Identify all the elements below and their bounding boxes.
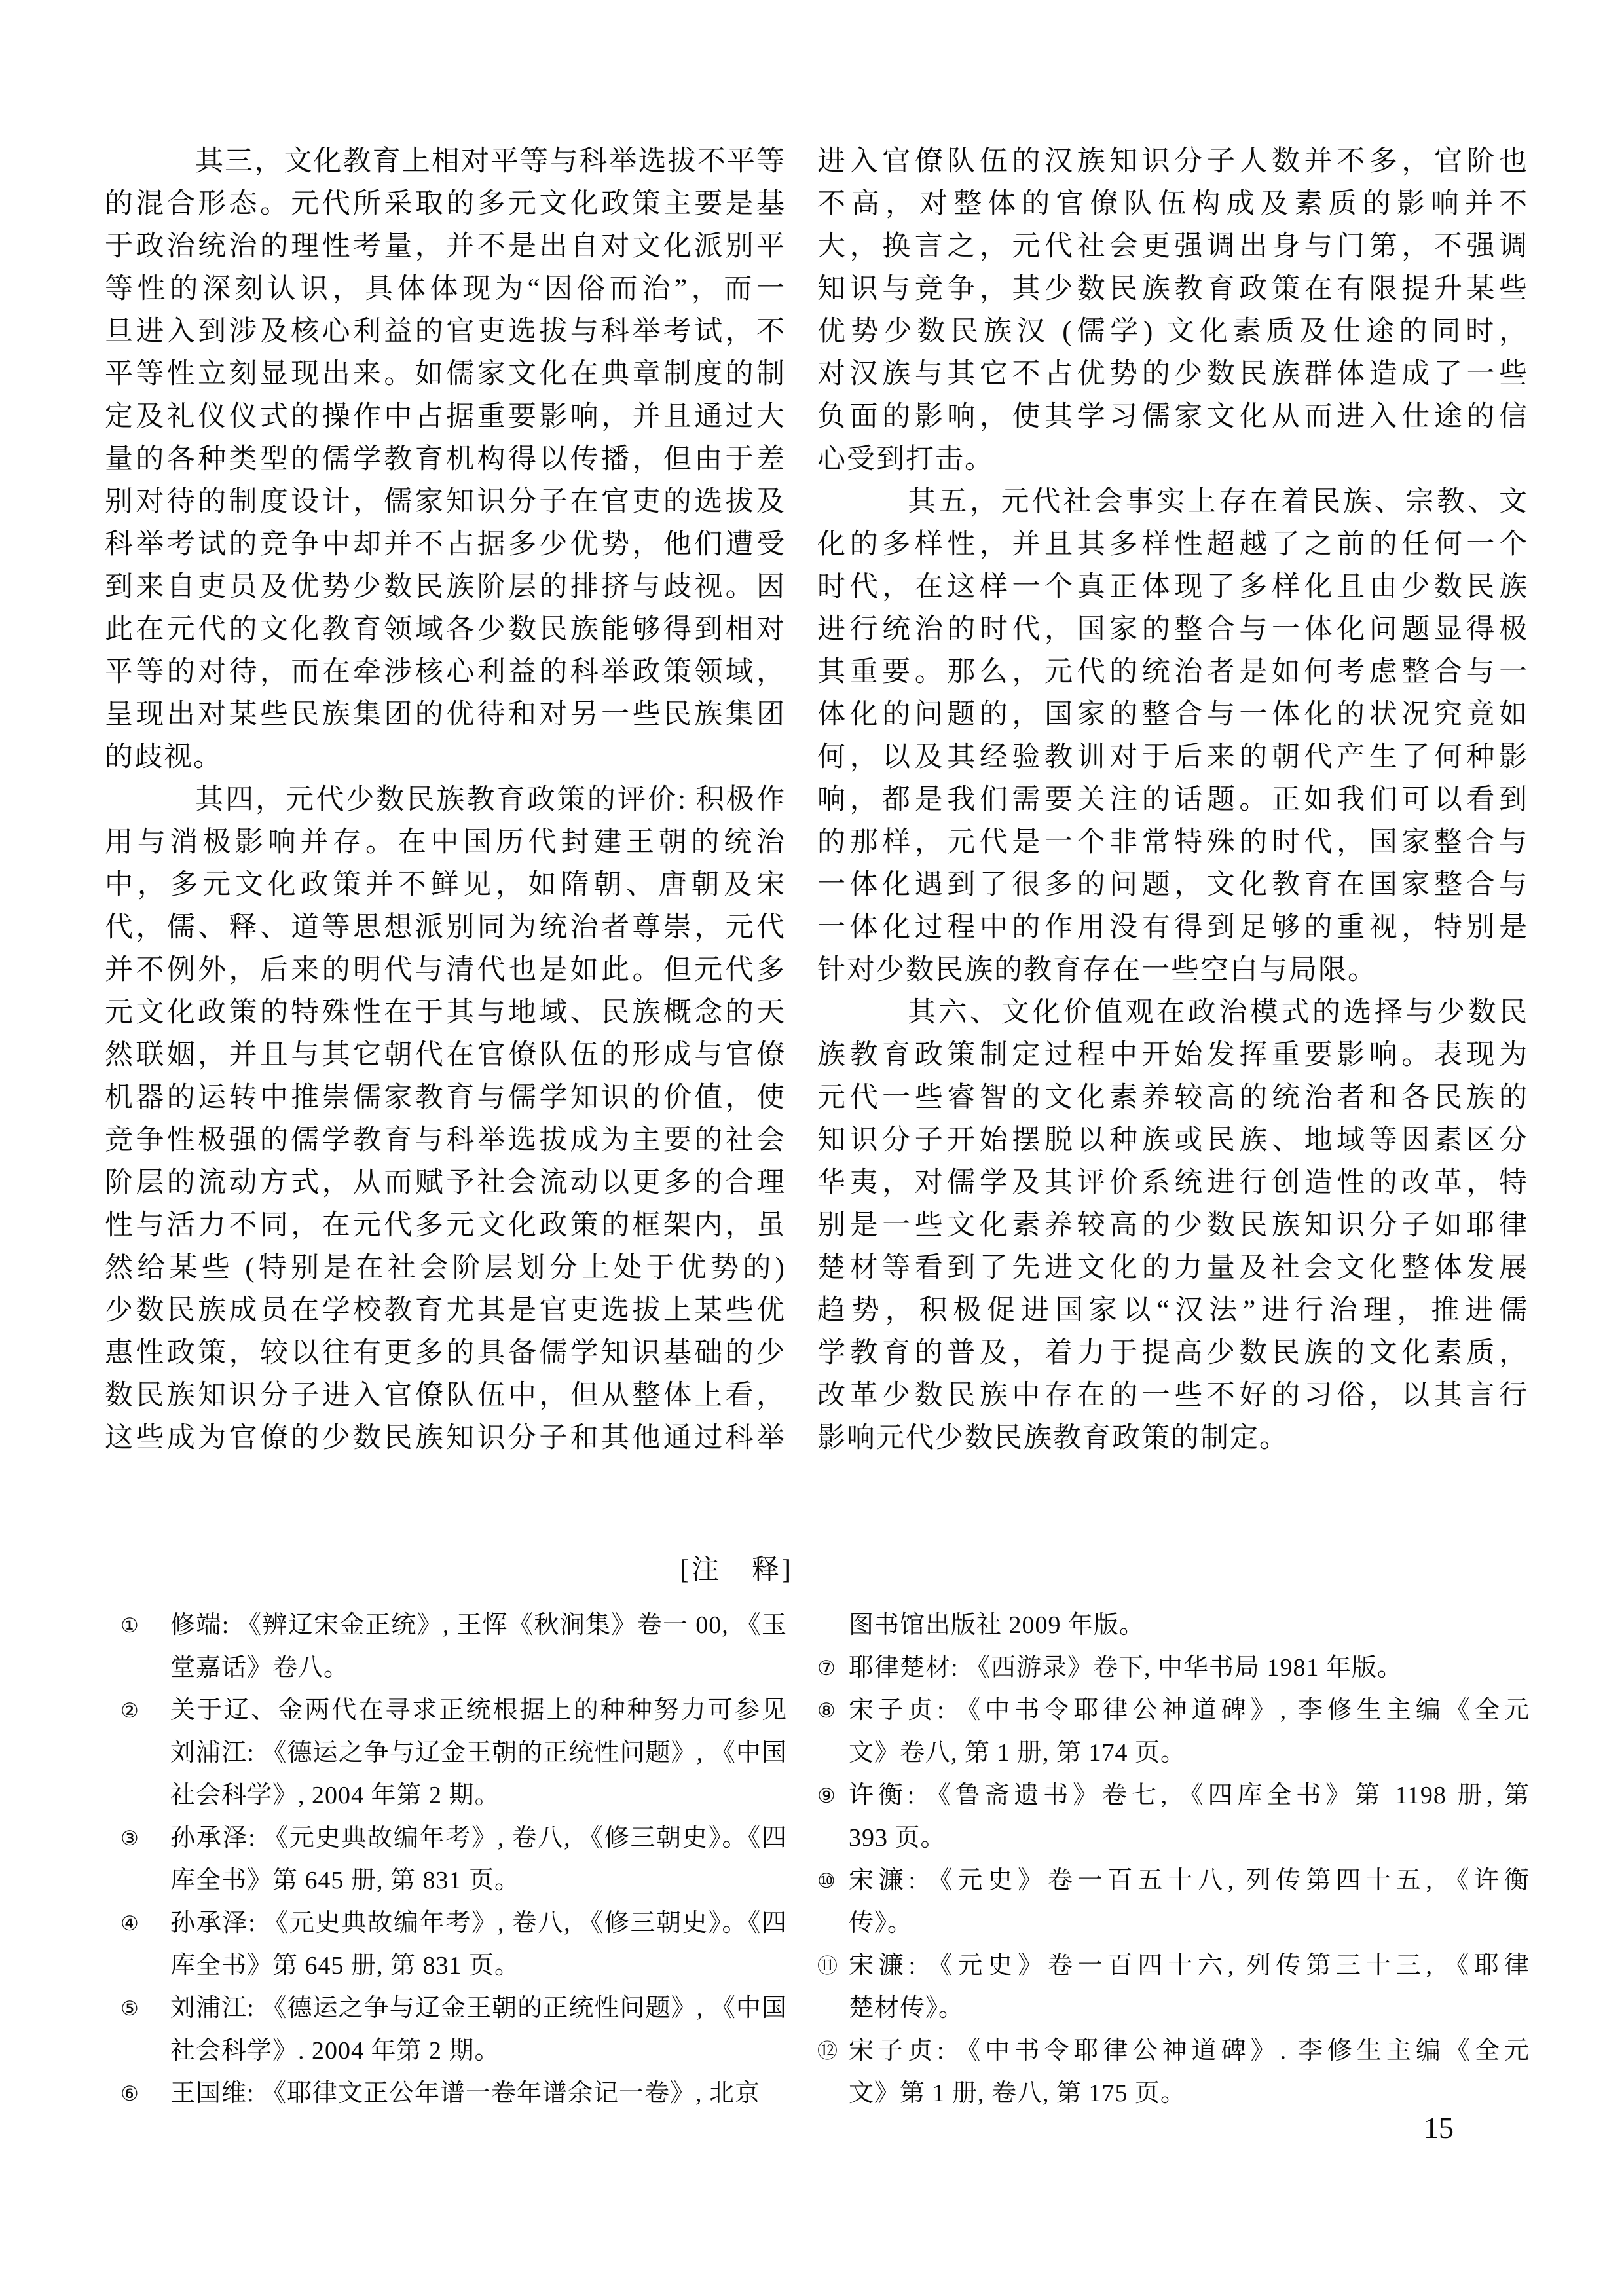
notes-section-header: [注 释] [680, 1555, 794, 1585]
body-text-line: 科举考试的竞争中却并不占据多少优势，他们遭受 [105, 529, 786, 560]
body-text-line: 响，都是我们需要关注的话题。正如我们可以看到 [817, 784, 1528, 815]
footnote-row [105, 1945, 787, 1987]
body-text-line: 优势少数民族汉 (儒学) 文化素质及仕途的同时， [817, 316, 1528, 347]
footnote-row [817, 1774, 1530, 1817]
footnote-line: 文》第 1 册, 卷八, 第 175 页。 [849, 2080, 1187, 2107]
footnote-line: 许衡: 《鲁斋遗书》卷七, 《四库全书》第 1198 册, 第 [849, 1782, 1530, 1809]
footnote-line: 宋濂: 《元史》卷一百四十六, 列传第三十三, 《耶律 [849, 1952, 1530, 1979]
footnote-row [105, 1902, 787, 1945]
footnote-row [817, 1987, 1530, 2030]
footnote-row [817, 1647, 1530, 1689]
body-text-line: 呈现出对某些民族集团的优待和对另一些民族集团 [105, 699, 786, 730]
footnote-row [817, 1945, 1530, 1987]
footnote-row [105, 1774, 787, 1817]
footnote-line: 393 页。 [849, 1824, 946, 1852]
body-text-line: 影响元代少数民族教育政策的制定。 [817, 1423, 1289, 1454]
body-text-line: 知识分子开始摆脱以种族或民族、地域等因素区分 [817, 1125, 1528, 1156]
body-column-left [105, 140, 786, 1460]
body-text-line: 不高，对整体的官僚队伍构成及素质的影响并不 [817, 189, 1528, 219]
footnote-row [105, 2030, 787, 2072]
footnote-row [105, 1689, 787, 1732]
body-text-line: 其六、文化价值观在政治模式的选择与少数民 [908, 997, 1528, 1028]
body-text-line: 时代，在这样一个真正体现了多样化且由少数民族 [817, 572, 1528, 602]
body-text-line: 这些成为官僚的少数民族知识分子和其他通过科举 [105, 1423, 786, 1454]
footnote-marker: ⑫ [817, 2040, 838, 2063]
footnote-marker: ⑪ [817, 1955, 838, 1977]
footnote-row [817, 2030, 1530, 2072]
footnote-line: 宋子贞: 《中书令耶律公神道碑》, 李修生主编《全元 [849, 1697, 1530, 1724]
body-text-line: 其四，元代少数民族教育政策的评价: 积极作 [195, 784, 786, 815]
footnote-row [817, 1860, 1530, 1902]
footnote-line: 关于辽、金两代在寻求正统根据上的种种努力可参见 [170, 1697, 787, 1724]
footnote-row [105, 1860, 787, 1902]
body-text-line: 趋势，积极促进国家以“汉法”进行治理，推进儒 [817, 1295, 1528, 1326]
body-text-line: 的混合形态。元代所采取的多元文化政策主要是基 [105, 189, 786, 219]
footnote-row [817, 1732, 1530, 1774]
body-text-line: 然给某些 (特别是在社会阶层划分上处于优势的) [105, 1253, 786, 1283]
body-text-line: 用与消极影响并存。在中国历代封建王朝的统治 [105, 827, 786, 858]
body-text-line: 其重要。那么，元代的统治者是如何考虑整合与一 [817, 657, 1528, 688]
footnote-line: 刘浦江: 《德运之争与辽金王朝的正统性问题》, 《中国 [170, 1739, 787, 1767]
body-text-line: 一体化过程中的作用没有得到足够的重视，特别是 [817, 912, 1528, 943]
footnote-marker: ④ [120, 1912, 139, 1935]
body-text-line: 数民族知识分子进入官僚队伍中，但从整体上看， [105, 1380, 786, 1411]
footnote-line: 社会科学》, 2004 年第 2 期。 [170, 1782, 500, 1809]
body-text-line: 代，儒、释、道等思想派别同为统治者尊崇，元代 [105, 912, 786, 943]
body-text-line: 元文化政策的特殊性在于其与地域、民族概念的天 [105, 997, 786, 1028]
footnote-line: 宋濂: 《元史》卷一百五十八, 列传第四十五, 《许衡 [849, 1867, 1530, 1894]
body-text-line: 其三，文化教育上相对平等与科举选拔不平等 [195, 146, 786, 177]
footnote-row [817, 1902, 1530, 1945]
body-text-line: 负面的影响，使其学习儒家文化从而进入仕途的信 [817, 401, 1528, 432]
body-text-line: 竞争性极强的儒学教育与科举选拔成为主要的社会 [105, 1125, 786, 1156]
footnote-line: 孙承泽: 《元史典故编年考》, 卷八, 《修三朝史》。《四 [170, 1824, 787, 1852]
body-text-line: 少数民族成员在学校教育尤其是官吏选拔上某些优 [105, 1295, 786, 1326]
body-text-line: 针对少数民族的教育存在一些空白与局限。 [817, 955, 1377, 985]
footnote-row [105, 2072, 787, 2115]
body-text-line: 心受到打击。 [817, 444, 994, 475]
body-text-line: 族教育政策制定过程中开始发挥重要影响。表现为 [817, 1040, 1528, 1071]
body-text-line: 一体化遇到了很多的问题，文化教育在国家整合与 [817, 870, 1528, 900]
footnote-line: 文》卷八, 第 1 册, 第 174 页。 [849, 1739, 1187, 1767]
body-text-line: 定及礼仪仪式的操作中占据重要影响，并且通过大 [105, 401, 786, 432]
footnote-row [105, 1987, 787, 2030]
body-text-line: 化的多样性，并且其多样性超越了之前的任何一个 [817, 529, 1528, 560]
footnote-line: 王国维: 《耶律文正公年谱一卷年谱余记一卷》, 北京 [170, 2080, 761, 2107]
footnote-row [105, 1647, 787, 1689]
body-text-line: 其五，元代社会事实上存在着民族、宗教、文 [908, 487, 1528, 517]
footnote-row [817, 1817, 1530, 1860]
body-text-line: 进行统治的时代，国家的整合与一体化问题显得极 [817, 614, 1528, 645]
body-text-line: 学教育的普及，着力于提高少数民族的文化素质， [817, 1338, 1528, 1368]
footnote-row [105, 1817, 787, 1860]
footnote-marker: ⑧ [817, 1699, 836, 1722]
footnote-row [105, 1604, 787, 1647]
footnote-line: 刘浦江: 《德运之争与辽金王朝的正统性问题》, 《中国 [170, 1994, 787, 2022]
footnote-row [817, 1604, 1530, 1647]
body-text-line: 于政治统治的理性考量，并不是出自对文化派别平 [105, 231, 786, 262]
body-text-line: 华夷，对儒学及其评价系统进行创造性的改革，特 [817, 1167, 1528, 1198]
body-column-right [817, 140, 1528, 1460]
footnote-line: 孙承泽: 《元史典故编年考》, 卷八, 《修三朝史》。《四 [170, 1909, 787, 1937]
body-text-line: 改革少数民族中存在的一些不好的习俗，以其言行 [817, 1380, 1528, 1411]
footnote-line: 图书馆出版社 2009 年版。 [849, 1611, 1145, 1639]
footnote-line: 楚材传》。 [849, 1994, 965, 2022]
footnote-line: 堂嘉话》卷八。 [170, 1654, 350, 1681]
body-text-line: 别对待的制度设计，儒家知识分子在官吏的选拔及 [105, 487, 786, 517]
body-text-line: 阶层的流动方式，从而赋予社会流动以更多的合理 [105, 1167, 786, 1198]
notes-column-right [817, 1604, 1530, 2115]
body-text-line: 平等的对待，而在牵涉核心利益的科举政策领域， [105, 657, 786, 688]
body-text-line: 元代一些睿智的文化素养较高的统治者和各民族的 [817, 1082, 1528, 1113]
body-text-line: 大，换言之，元代社会更强调出身与门第，不强调 [817, 231, 1528, 262]
footnote-line: 修端: 《辨辽宋金正统》, 王恽《秋涧集》卷一 00, 《玉 [170, 1611, 787, 1639]
body-text-line: 此在元代的文化教育领域各少数民族能够得到相对 [105, 614, 786, 645]
body-text-line: 惠性政策，较以往有更多的具备儒学知识基础的少 [105, 1338, 786, 1368]
footnote-row [105, 1732, 787, 1774]
body-text-line: 性与活力不同，在元代多元文化政策的框架内，虽 [105, 1210, 786, 1241]
body-text-line: 中，多元文化政策并不鲜见，如隋朝、唐朝及宋 [105, 870, 786, 900]
footnote-line: 传》。 [849, 1909, 913, 1937]
body-text-line: 体化的问题的，国家的整合与一体化的状况究竟如 [817, 699, 1528, 730]
body-text-line: 的歧视。 [105, 742, 223, 773]
footnote-line: 库全书》第 645 册, 第 831 页。 [170, 1867, 521, 1894]
footnote-marker: ⑤ [120, 1997, 139, 2020]
body-text-line: 进入官僚队伍的汉族知识分子人数并不多，官阶也 [817, 146, 1528, 177]
body-text-line: 知识与竞争，其少数民族教育政策在有限提升某些 [817, 274, 1528, 304]
notes-column-left [105, 1604, 787, 2115]
body-text-line: 并不例外，后来的明代与清代也是如此。但元代多 [105, 955, 786, 985]
footnote-line: 库全书》第 645 册, 第 831 页。 [170, 1952, 521, 1979]
body-text-line: 平等性立刻显现出来。如儒家文化在典章制度的制 [105, 359, 786, 390]
footnote-marker: ⑥ [120, 2082, 139, 2105]
body-text-line: 对汉族与其它不占优势的少数民族群体造成了一些 [817, 359, 1528, 390]
page-number: 15 [1424, 2111, 1454, 2144]
body-text-line: 量的各种类型的儒学教育机构得以传播，但由于差 [105, 444, 786, 475]
body-text-line: 到来自吏员及优势少数民族阶层的排挤与歧视。因 [105, 572, 786, 602]
footnote-marker: ③ [120, 1827, 139, 1850]
body-text-line: 楚材等看到了先进文化的力量及社会文化整体发展 [817, 1253, 1528, 1283]
body-text-line: 旦进入到涉及核心利益的官吏选拔与科举考试，不 [105, 316, 786, 347]
footnote-line: 社会科学》. 2004 年第 2 期。 [170, 2037, 500, 2065]
body-text-line: 何，以及其经验教训对于后来的朝代产生了何种影 [817, 742, 1528, 773]
body-text-line: 的那样，元代是一个非常特殊的时代，国家整合与 [817, 827, 1528, 858]
body-text-line: 机器的运转中推崇儒家教育与儒学知识的价值，使 [105, 1082, 786, 1113]
footnote-line: 宋子贞: 《中书令耶律公神道碑》. 李修生主编《全元 [849, 2037, 1530, 2065]
footnote-line: 耶律楚材: 《西游录》卷下, 中华书局 1981 年版。 [849, 1654, 1403, 1681]
body-text-line: 然联姻，并且与其它朝代在官僚队伍的形成与官僚 [105, 1040, 786, 1071]
footnote-marker: ⑦ [817, 1657, 836, 1680]
footnote-marker: ⑨ [817, 1784, 836, 1807]
footnote-marker: ① [120, 1614, 139, 1637]
body-text-line: 等性的深刻认识，具体体现为“因俗而治”，而一 [105, 274, 786, 304]
footnote-marker: ⑩ [817, 1869, 836, 1892]
body-text-line: 别是一些文化素养较高的少数民族知识分子如耶律 [817, 1210, 1528, 1241]
footnote-row [817, 1689, 1530, 1732]
footnote-marker: ② [120, 1699, 139, 1722]
